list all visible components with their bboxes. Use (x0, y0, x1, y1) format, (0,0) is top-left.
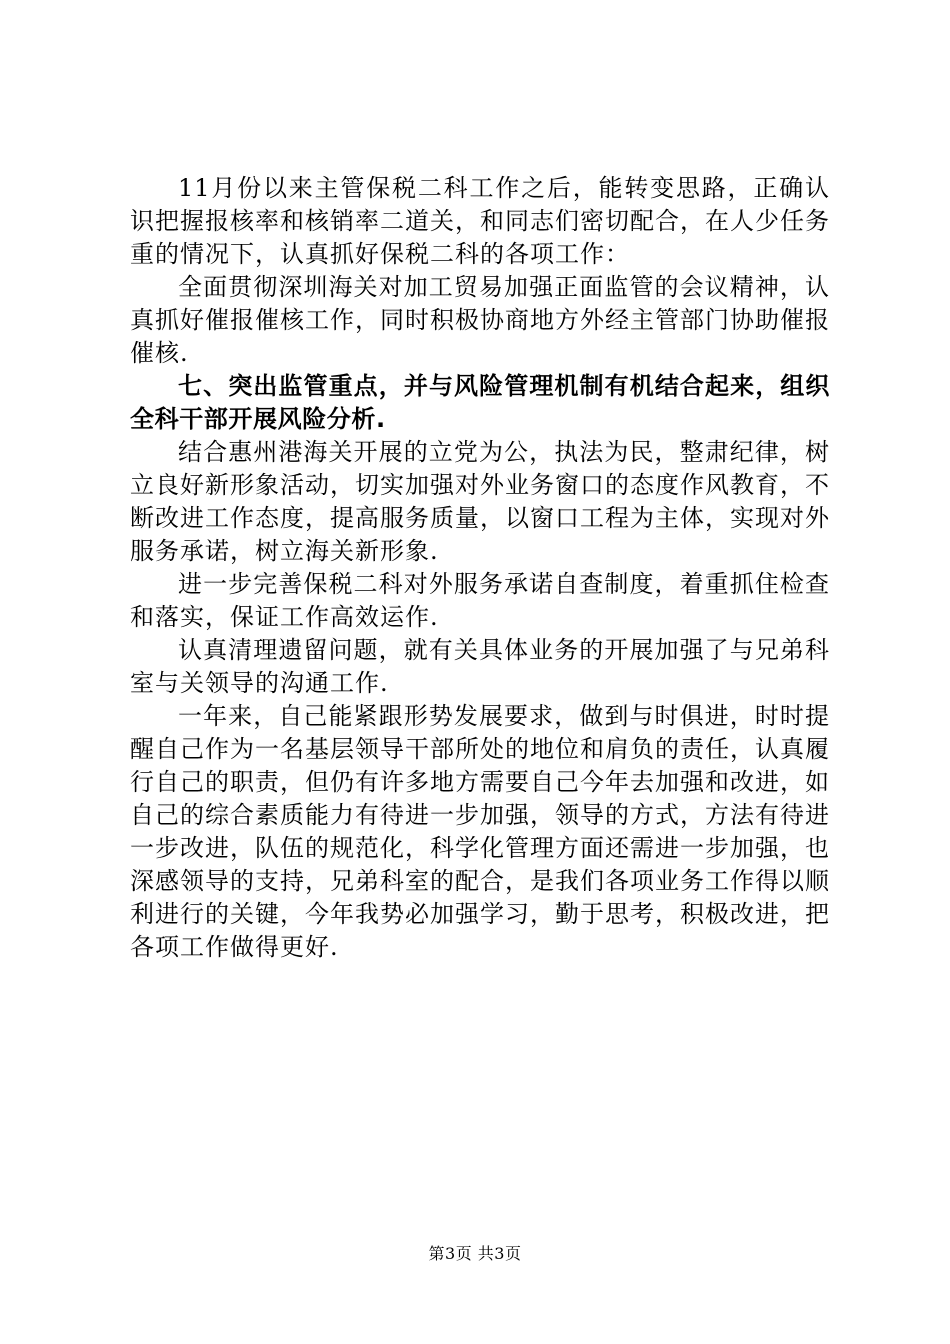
page-footer (0, 1243, 950, 1265)
section-heading-7: 七、突出监管重点，并与风险管理机制有机结合起来，组织全科干部开展风险分析. (130, 372, 830, 433)
paragraph-4: 进一步完善保税二科对外服务承诺自查制度，着重抓住检查和落实，保证工作高效运作. (130, 570, 830, 631)
paragraph-3: 结合惠州港海关开展的立党为公，执法为民，整肃纪律，树立良好新形象活动，切实加强对外业务窗口的态度作风教育，不断改进工作态度，提高服务质量，以窗口工程为主体，实现对外服务承诺，树立海关新形象. (130, 438, 830, 565)
document-body (130, 172, 830, 964)
paragraph-1: 11月份以来主管保税二科工作之后，能转变思路，正确认识把握报核率和核销率二道关，和同志们密切配合，在人少任务重的情况下，认真抓好保税二科的各项工作： (130, 174, 830, 268)
page-number-label: 第3页 共3页 (428, 1244, 522, 1263)
paragraph-6: 一年来，自己能紧跟形势发展要求，做到与时俱进，时时提醒自己作为一名基层领导干部所处的地位和肩负的责任，认真履行自己的职责，但仍有许多地方需要自己今年去加强和改进，如自己的综合素质能力有待进一步加强，领导的方式，方法有待进一步改进，队伍的规范化，科学化管理方面还需进一步加强，也深感领导的支持，兄弟科室的配合，是我们各项业务工作得以顺利进行的关键，今年我势必加强学习，勤于思考，积极改进，把各项工作做得更好. (130, 702, 830, 961)
paragraph-5: 认真清理遗留问题，就有关具体业务的开展加强了与兄弟科室与关领导的沟通工作. (130, 636, 830, 697)
paragraph-2: 全面贯彻深圳海关对加工贸易加强正面监管的会议精神，认真抓好催报催核工作，同时积极协商地方外经主管部门协助催报催核. (130, 273, 830, 367)
